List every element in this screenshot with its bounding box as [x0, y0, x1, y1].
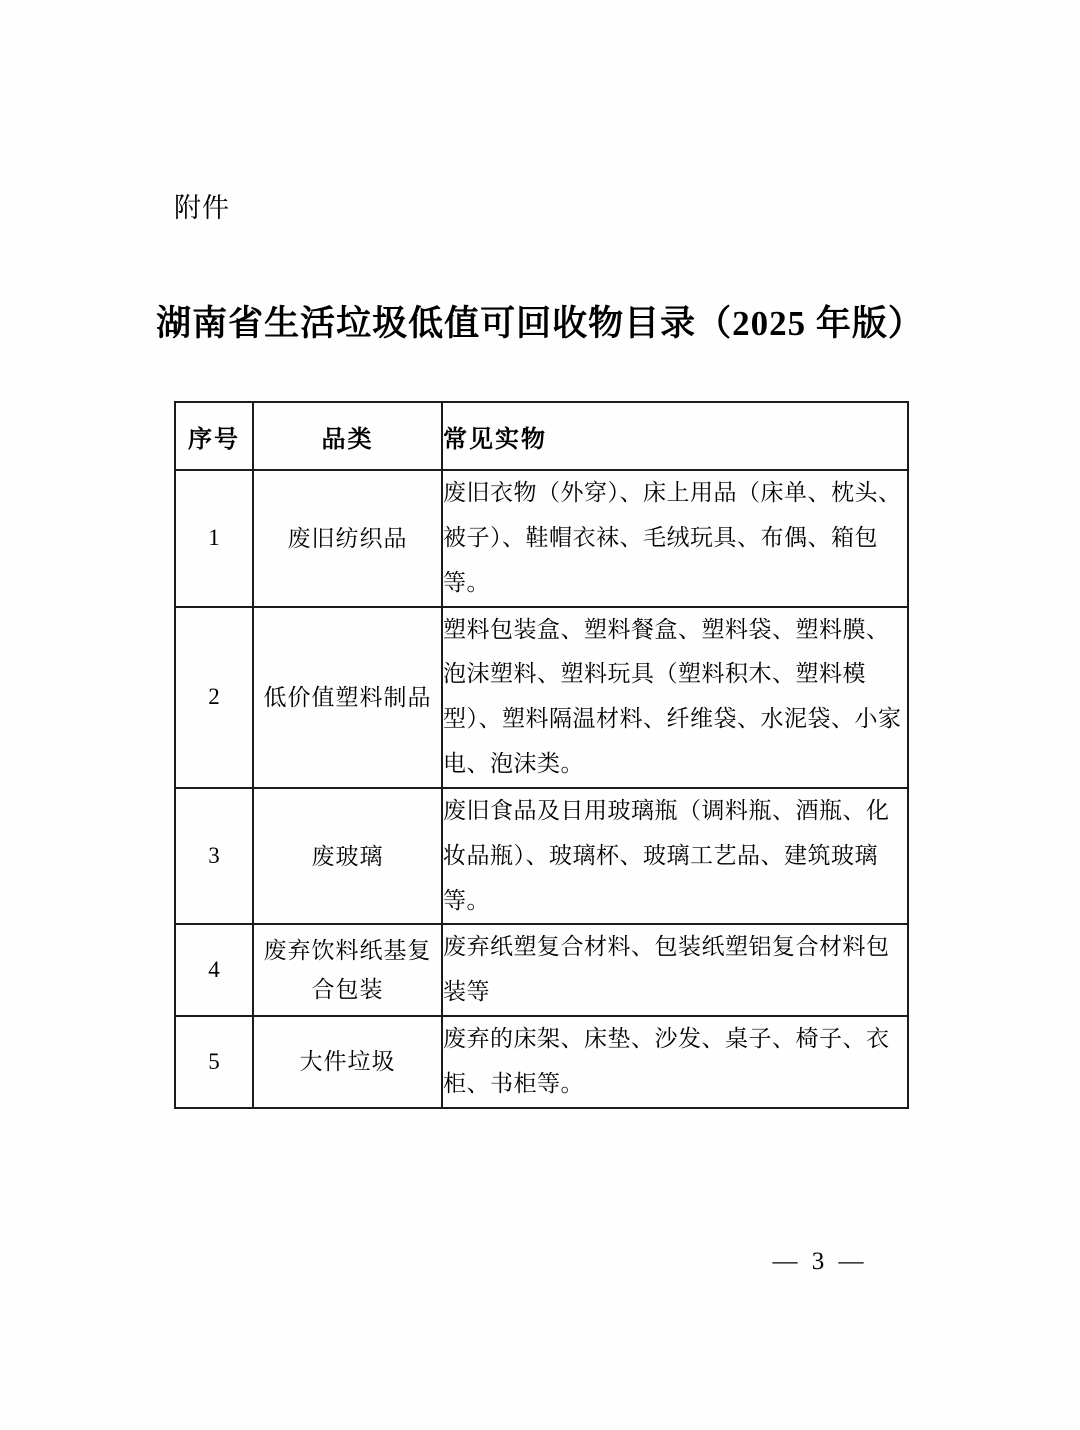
cell-category: 大件垃圾: [253, 1016, 442, 1108]
table-header: [175, 402, 908, 470]
page-number-text: — 3 —: [772, 1248, 868, 1275]
table-row: [175, 607, 908, 788]
cell-items: 废旧食品及日用玻璃瓶（调料瓶、酒瓶、化妆品瓶）、玻璃杯、玻璃工艺品、建筑玻璃等。: [442, 788, 908, 925]
cell-items: 废弃纸塑复合材料、包装纸塑铝复合材料包装等: [442, 924, 908, 1016]
cell-items: 废弃的床架、床垫、沙发、桌子、椅子、衣柜、书柜等。: [442, 1016, 908, 1108]
column-header-items: 常见实物: [442, 402, 908, 470]
column-header-category: 品类: [253, 402, 442, 470]
cell-category: 废玻璃: [253, 788, 442, 925]
column-header-no: 序号: [175, 402, 253, 470]
cell-no: 4: [175, 924, 253, 1016]
table-row: [175, 1016, 908, 1108]
cell-no: 5: [175, 1016, 253, 1108]
cell-no: 2: [175, 607, 253, 788]
cell-items: 塑料包装盒、塑料餐盒、塑料袋、塑料膜、泡沫塑料、塑料玩具（塑料积木、塑料模型）、塑料隔温材料、纤维袋、水泥袋、小家电、泡沫类。: [442, 607, 908, 788]
table-row: [175, 788, 908, 925]
table-row: [175, 924, 908, 1016]
page-title: 湖南省生活垃圾低值可回收物目录（2025 年版）: [156, 304, 924, 343]
table-row: [175, 470, 908, 607]
cell-items: 废旧衣物（外穿）、床上用品（床单、枕头、被子）、鞋帽衣袜、毛绒玩具、布偶、箱包等。: [442, 470, 908, 607]
page-number: [0, 1248, 1080, 1276]
attachment-label: 附件: [174, 193, 230, 223]
recyclables-catalog-table: [174, 401, 909, 1109]
cell-category: 废弃饮料纸基复合包装: [253, 924, 442, 1016]
table-header-row: [175, 402, 908, 470]
cell-no: 3: [175, 788, 253, 925]
cell-category: 低价值塑料制品: [253, 607, 442, 788]
cell-no: 1: [175, 470, 253, 607]
cell-category: 废旧纺织品: [253, 470, 442, 607]
table-body: [175, 470, 908, 1108]
